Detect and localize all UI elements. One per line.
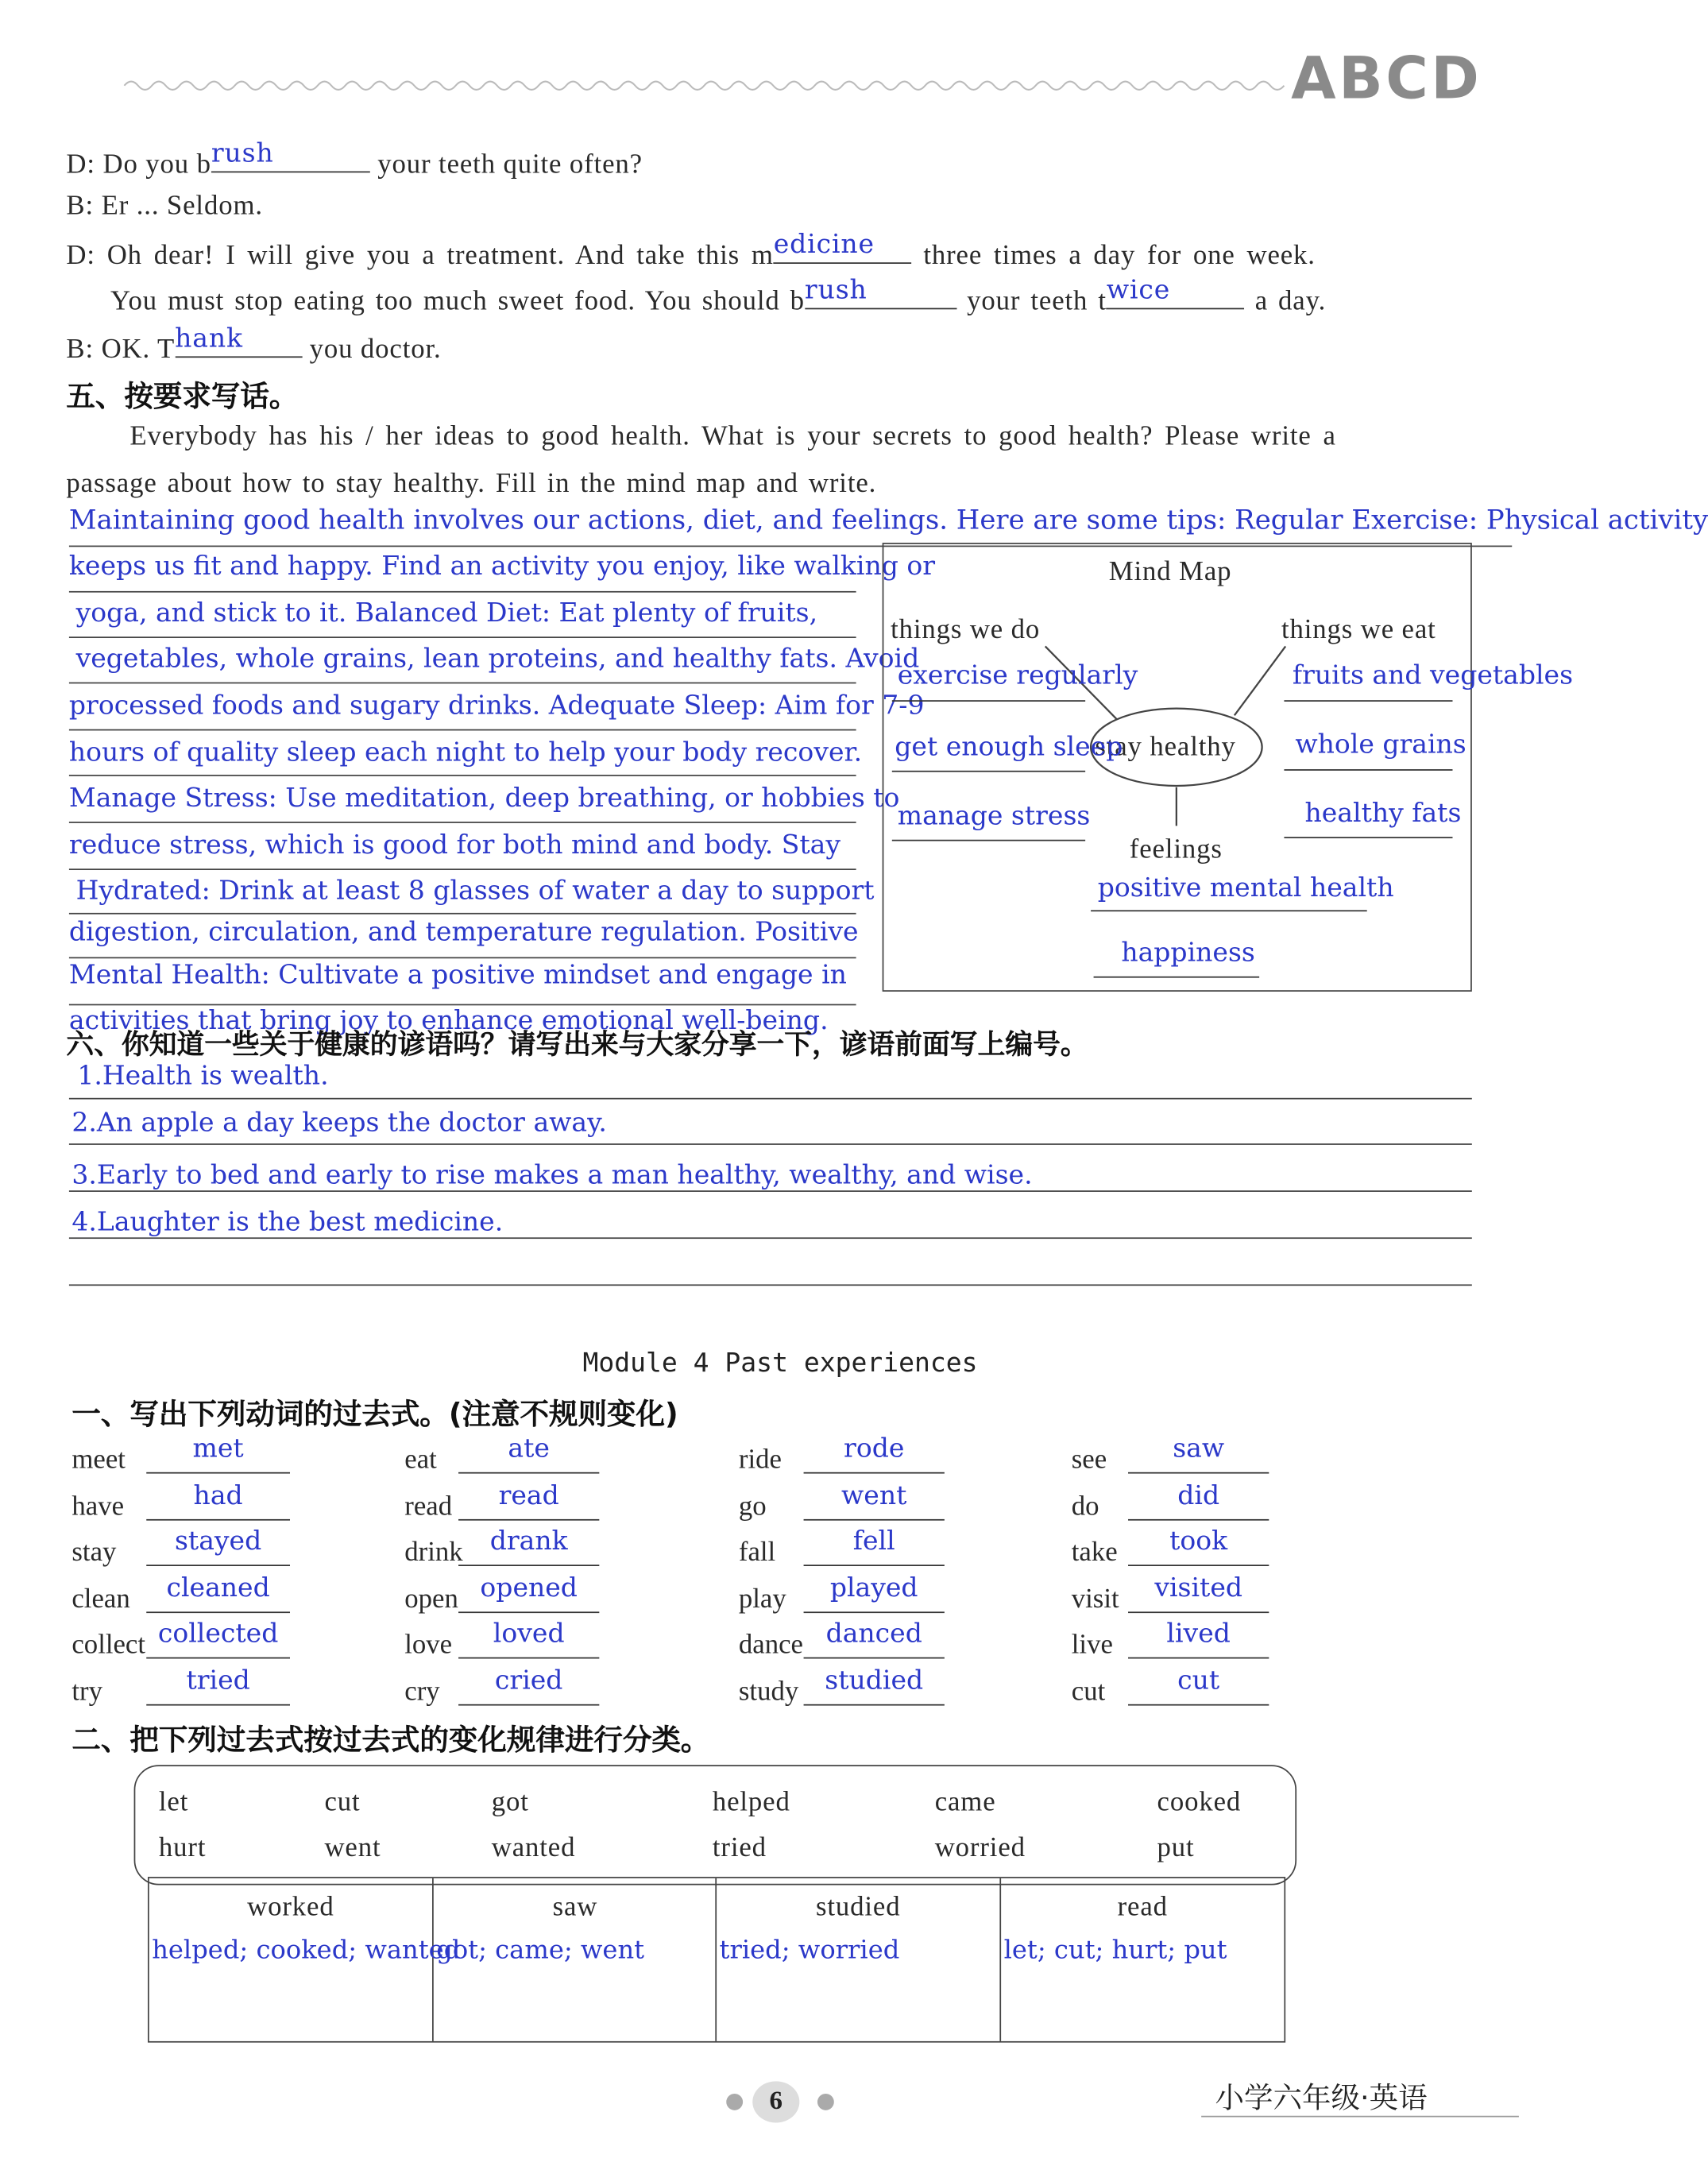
essay-line: hours of quality sleep each night to help your body recover. — [68, 737, 863, 768]
verb-answer[interactable]: loved — [493, 1619, 565, 1650]
category-head: saw — [552, 1892, 598, 1923]
answer-blank[interactable]: wice — [1106, 274, 1171, 306]
mind-map-eat-label: things we eat — [1281, 614, 1436, 645]
verb-word: clean — [71, 1584, 130, 1615]
word-bank-item: let — [158, 1787, 189, 1818]
verb-answer-line — [458, 1704, 599, 1706]
category-head: read — [1117, 1892, 1168, 1923]
verb-answer-line — [804, 1472, 945, 1474]
verb-answer[interactable]: cut — [1177, 1665, 1220, 1696]
mind-map-do-label: things we do — [891, 614, 1041, 645]
verb-word: drink — [404, 1537, 463, 1568]
mind-map-line — [1094, 977, 1260, 978]
mind-map-line — [892, 700, 1085, 702]
mind-map-do-item: get enough sleep — [895, 732, 1123, 763]
verb-answer[interactable]: went — [841, 1479, 907, 1510]
verb-answer-line — [1128, 1657, 1269, 1659]
verb-word: do — [1071, 1491, 1099, 1522]
footer-dot-right — [817, 2094, 834, 2110]
verb-word: play — [738, 1584, 786, 1615]
verb-answer[interactable]: ate — [508, 1433, 550, 1464]
mind-map-line — [1284, 769, 1452, 771]
verb-answer[interactable]: had — [193, 1479, 243, 1510]
verb-answer[interactable]: opened — [480, 1572, 578, 1603]
writing-line — [69, 957, 856, 959]
essay-line: Maintaining good health involves our actions, diet, and feelings. Here are some tips: Regular Exercise: Physical activity — [68, 504, 1708, 536]
verb-answer[interactable]: danced — [825, 1619, 922, 1650]
proverb-line: 1.Health is wealth. — [77, 1060, 329, 1092]
verb-answer-line — [458, 1518, 599, 1520]
mind-map-eat-item: healthy fats — [1304, 798, 1462, 829]
essay-line: activities that bring joy to enhance emotional well-being. — [68, 1005, 829, 1036]
verb-word: collect — [71, 1630, 146, 1661]
verb-word: open — [404, 1584, 458, 1615]
verb-answer-line — [458, 1611, 599, 1613]
mind-map-eat-item: whole grains — [1295, 729, 1466, 760]
writing-line — [69, 775, 856, 776]
verb-answer[interactable]: stayed — [174, 1526, 262, 1557]
verb-answer-line — [146, 1704, 290, 1706]
verb-word: read — [404, 1491, 453, 1522]
verb-answer-line — [804, 1518, 945, 1520]
word-bank-item: worried — [934, 1832, 1026, 1863]
answer-blank[interactable]: rush — [211, 137, 274, 169]
verb-word: stay — [71, 1537, 117, 1568]
verb-answer-line — [804, 1657, 945, 1659]
verb-word: meet — [71, 1445, 126, 1476]
footer-line — [1201, 2116, 1519, 2118]
essay-line: processed foods and sugary drinks. Adequate Sleep: Aim for 7-9 — [68, 690, 925, 721]
verb-word: study — [738, 1677, 799, 1708]
category-answer[interactable]: let; cut; hurt; put — [1003, 1936, 1227, 1966]
section5-title: 五、按要求写话。 — [66, 379, 299, 413]
verb-answer[interactable]: fell — [852, 1526, 895, 1557]
verb-answer[interactable]: did — [1177, 1479, 1220, 1510]
essay-line: digestion, circulation, and temperature regulation. Positive — [68, 917, 859, 948]
verb-answer-line — [146, 1565, 290, 1567]
verb-answer[interactable]: cleaned — [166, 1572, 270, 1603]
verb-word: visit — [1071, 1584, 1119, 1615]
writing-line — [69, 822, 856, 823]
verb-answer[interactable]: tried — [186, 1665, 250, 1696]
mind-map-feel-item: happiness — [1121, 938, 1255, 969]
verb-answer-line — [804, 1611, 945, 1613]
writing-line — [69, 1237, 1472, 1239]
verb-word: dance — [738, 1630, 803, 1661]
verb-word: live — [1071, 1630, 1113, 1661]
mind-map-line — [1284, 837, 1452, 838]
writing-line — [69, 683, 856, 684]
word-bank-item: cut — [324, 1787, 361, 1818]
part1-title: 一、写出下列动词的过去式。(注意不规则变化) — [71, 1397, 678, 1431]
verb-answer[interactable]: cried — [494, 1665, 563, 1696]
verb-answer-line — [1128, 1472, 1269, 1474]
mind-map-connectors — [883, 543, 1470, 988]
section6-title: 六、你知道一些关于健康的谚语吗？请写出来与大家分享一下，谚语前面写上编号。 — [66, 1027, 1088, 1061]
verb-answer[interactable]: drank — [489, 1526, 568, 1557]
word-bank-item: helped — [712, 1787, 790, 1818]
verb-answer-line — [458, 1657, 599, 1659]
verb-word: love — [404, 1630, 453, 1661]
word-bank-item: got — [491, 1787, 529, 1818]
mind-map-feel-label: feelings — [1129, 834, 1223, 865]
verb-answer-line — [146, 1472, 290, 1474]
writing-line — [69, 1098, 1472, 1100]
writing-line — [69, 913, 856, 915]
category-answer[interactable]: got; came; went — [436, 1936, 645, 1966]
word-bank-item: cooked — [1157, 1787, 1242, 1818]
part2-title: 二、把下列过去式按过去式的变化规律进行分类。 — [71, 1723, 710, 1757]
word-bank-box — [134, 1765, 1296, 1885]
essay-line: Mental Health: Cultivate a positive mindset and engage in — [68, 959, 847, 991]
verb-answer[interactable]: met — [192, 1433, 244, 1464]
page-number: 6 — [752, 2081, 799, 2122]
word-bank-item: went — [324, 1832, 381, 1863]
word-bank-item: came — [934, 1787, 996, 1818]
mind-map-line — [1284, 700, 1452, 702]
mind-map-line — [1091, 910, 1367, 911]
essay-line: Hydrated: Drink at least 8 glasses of water a day to support — [75, 875, 875, 907]
writing-line — [69, 591, 856, 593]
dialogue-line-4: You must stop eating too much sweet food. You should b rush your teeth t wice a day. — [110, 274, 1327, 317]
category-head: studied — [815, 1892, 901, 1923]
verb-answer[interactable]: saw — [1173, 1433, 1225, 1464]
answer-blank[interactable]: hank — [175, 323, 243, 354]
category-answer[interactable]: tried; worried — [719, 1936, 900, 1966]
dialogue-line-3: D: Oh dear! I will give you a treatment. And take this m edicine three times a day for one week. — [66, 229, 1316, 271]
verb-answer[interactable]: lived — [1166, 1619, 1231, 1650]
dialogue-line-1: D: Do you b rush your teeth quite often? — [66, 137, 643, 180]
verb-answer[interactable]: played — [829, 1572, 918, 1603]
word-bank-item: tried — [712, 1832, 767, 1863]
module-title: Module 4 Past experiences — [582, 1348, 978, 1379]
verb-answer[interactable]: rode — [844, 1433, 905, 1464]
word-bank-item: hurt — [158, 1832, 207, 1863]
answer-blank[interactable]: rush — [804, 274, 868, 306]
verb-answer-line — [458, 1472, 599, 1474]
verb-word: eat — [404, 1445, 437, 1476]
writing-line — [69, 1190, 1472, 1192]
verb-word: cry — [404, 1677, 440, 1708]
header-wave-line — [124, 69, 1297, 102]
section5-prompt-line2: passage about how to stay healthy. Fill in the mind map and write. — [66, 468, 877, 499]
verb-answer-line — [458, 1565, 599, 1567]
word-bank-item: put — [1157, 1832, 1195, 1863]
writing-line — [69, 636, 856, 638]
header-logo: ABCD — [1291, 44, 1482, 112]
mind-map-line — [892, 771, 1085, 772]
verb-answer[interactable]: read — [498, 1479, 559, 1510]
proverb-line: 3.Early to bed and early to rise makes a man healthy, wealthy, and wise. — [71, 1160, 1033, 1191]
verb-answer[interactable]: studied — [825, 1665, 924, 1696]
verb-answer-line — [146, 1657, 290, 1659]
section5-prompt-line1: Everybody has his / her ideas to good health. What is your secrets to good health? Please write a — [129, 421, 1336, 452]
answer-blank[interactable]: edicine — [773, 229, 875, 260]
mind-map-eat-item: fruits and vegetables — [1292, 659, 1574, 691]
verb-word: fall — [738, 1537, 776, 1568]
writing-line — [69, 1284, 1472, 1286]
footer-dot-left — [726, 2094, 743, 2110]
mind-map-line — [892, 840, 1085, 841]
dialogue-line-2: B: Er ... Seldom. — [66, 190, 263, 222]
word-bank-item: wanted — [491, 1832, 576, 1863]
writing-line — [69, 729, 856, 731]
verb-answer[interactable]: visited — [1154, 1572, 1243, 1603]
category-head: worked — [247, 1892, 334, 1923]
verb-word: take — [1071, 1537, 1118, 1568]
category-answer[interactable]: helped; cooked; wanted — [152, 1936, 461, 1966]
mind-map-title: Mind Map — [1108, 556, 1232, 587]
verb-answer[interactable]: collected — [157, 1619, 279, 1650]
verb-answer-line — [1128, 1518, 1269, 1520]
verb-word: ride — [738, 1445, 782, 1476]
verb-word: try — [71, 1677, 102, 1708]
writing-line — [69, 868, 856, 870]
verb-answer[interactable]: took — [1169, 1526, 1228, 1557]
essay-line: vegetables, whole grains, lean proteins, and healthy fats. Avoid — [75, 643, 920, 675]
verb-answer-line — [146, 1611, 290, 1613]
verb-word: go — [738, 1491, 767, 1522]
dialogue-line-5: B: OK. T hank you doctor. — [66, 323, 442, 365]
proverb-line: 2.An apple a day keeps the doctor away. — [71, 1107, 607, 1139]
mind-map-do-item: manage stress — [897, 801, 1091, 832]
essay-line: reduce stress, which is good for both mind and body. Stay — [68, 830, 841, 861]
proverb-line: 4.Laughter is the best medicine. — [71, 1207, 504, 1238]
verb-answer-line — [804, 1704, 945, 1706]
footer-book-title: 小学六年级·英语 — [1215, 2081, 1428, 2115]
verb-word: have — [71, 1491, 125, 1522]
mind-map-center: stay healthy — [1095, 732, 1236, 763]
verb-answer-line — [1128, 1704, 1269, 1706]
verb-answer-line — [146, 1518, 290, 1520]
verb-word: see — [1071, 1445, 1107, 1476]
mind-map-do-item: exercise regularly — [897, 659, 1138, 691]
essay-line: yoga, and stick to it. Balanced Diet: Eat plenty of fruits, — [75, 598, 818, 629]
essay-line: keeps us fit and happy. Find an activity you enjoy, like walking or — [68, 551, 936, 582]
verb-answer-line — [1128, 1611, 1269, 1613]
verb-word: cut — [1071, 1677, 1106, 1708]
writing-line — [69, 1143, 1472, 1145]
essay-line: Manage Stress: Use meditation, deep breathing, or hobbies to — [68, 783, 900, 814]
mind-map-feel-item: positive mental health — [1097, 872, 1394, 903]
verb-answer-line — [1128, 1565, 1269, 1567]
verb-answer-line — [804, 1565, 945, 1567]
